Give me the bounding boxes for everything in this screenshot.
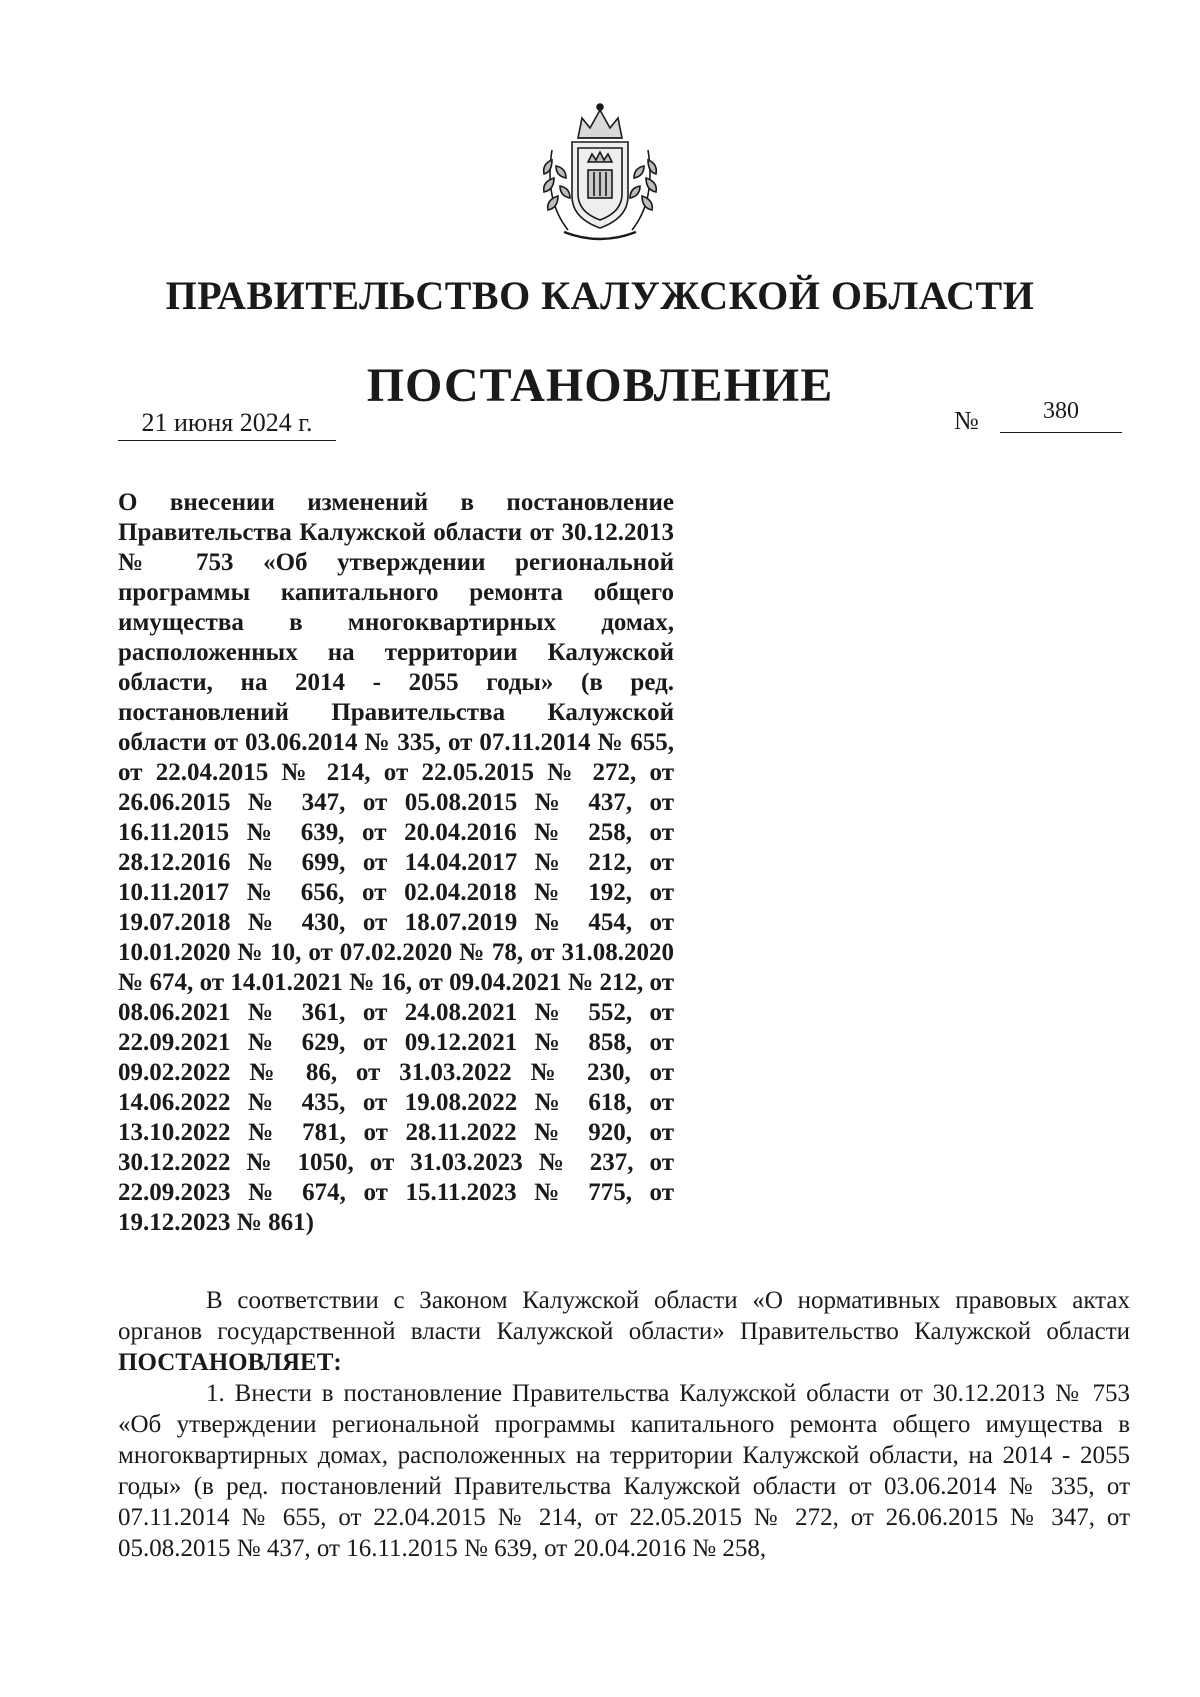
organization-title: ПРАВИТЕЛЬСТВО КАЛУЖСКОЙ ОБЛАСТИ <box>165 273 1035 318</box>
document-subject: О внесении изменений в постановление Правительства Калужской области от 30.12.2013 № 753 «Об утверждении региональной программы капитального ремонта общего имущества в многоквартирных домах, расположенных на территории Калужской области, на 2014 - 2055 годы» (в ред. постановлений Правительства Калужской области от 03.06.2014 № 335, от 07.11.2014 № 655, от 22.04.2015 № 214, от 22.05.2015 № 272, от 26.06.2015 № 347, от 05.08.2015 № 437, от 16.11.2015 № 639, от 20.04.2016 № 258, от 28.12.2016 № 699, от 14.04.2017 № 212, от 10.11.2017 № 656, от 02.04.2018 № 192, от 19.07.2018 № 430, от 18.07.2019 № 454, от 10.01.2020 № 10, от 07.02.2020 № 78, от 31.08.2020 № 674, от 14.01.2021 № 16, от 09.04.2021 № 212, от 08.06.2021 № 361, от 24.08.2021 № 552, от 22.09.2021 № 629, от 09.12.2021 № 858, от 09.02.2022 № 86, от 31.03.2022 № 230, от 14.06.2022 № 435, от 19.08.2022 № 618, от 13.10.2022 № 781, от 28.11.2022 № 920, от 30.12.2022 № 1050, от 31.03.2023 № 237, от 22.09.2023 № 674, от 15.11.2023 № 775, от 19.12.2023 № 861) <box>118 489 674 1236</box>
decree-word: ПОСТАНОВЛЯЕТ: <box>118 1349 342 1376</box>
document-number: 380 <box>1043 398 1079 424</box>
document-number-label: № <box>954 406 979 435</box>
preamble-text: В соответствии с Законом Калужской области «О нормативных правовых актах органов государственной власти Калужской области» Правительство Калужской области <box>118 1287 1130 1345</box>
coat-of-arms-icon <box>534 100 666 246</box>
document-type-heading: ПОСТАНОВЛЕНИЕ <box>366 359 834 412</box>
document-body <box>118 1285 1130 1564</box>
preamble-paragraph <box>118 1285 1130 1378</box>
date-underline <box>118 440 336 441</box>
item-1-paragraph: 1. Внести в постановление Правительства Калужской области от 30.12.2013 № 753 «Об утверждении региональной программы капитального ремонта общего имущества в многоквартирных домах, расположенных на территории Калужской области, на 2014 - 2055 годы» (в ред. постановлений Правительства Калужской области от 03.06.2014 № 335, от 07.11.2014 № 655, от 22.04.2015 № 214, от 22.05.2015 № 272, от 26.06.2015 № 347, от 05.08.2015 № 437, от 16.11.2015 № 639, от 20.04.2016 № 258, <box>118 1380 1130 1562</box>
number-underline <box>1000 432 1122 433</box>
document-date: 21 июня 2024 г. <box>141 408 313 437</box>
